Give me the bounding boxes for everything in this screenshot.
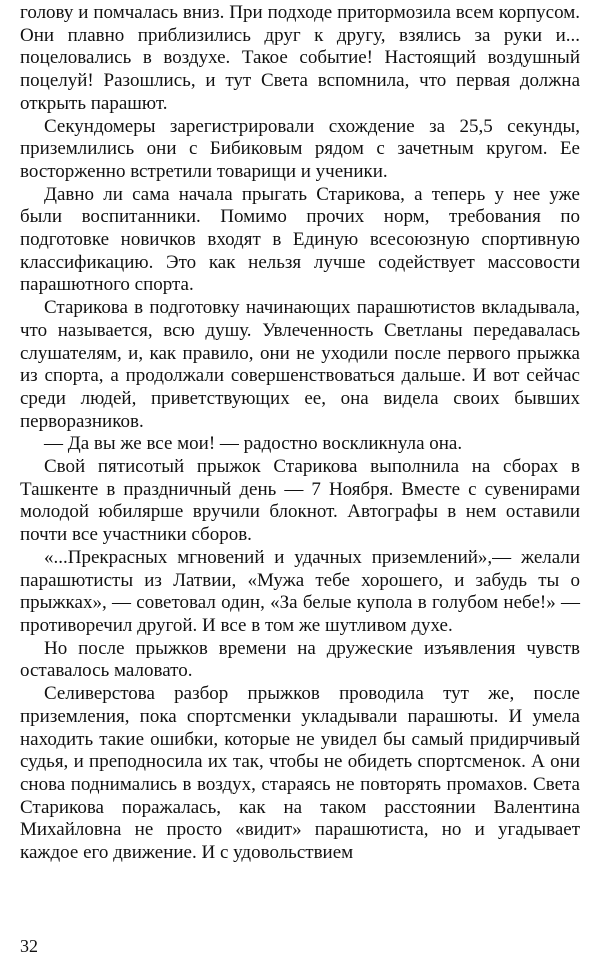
paragraph-5: — Да вы же все мои! — радостно воскликнула она.	[44, 433, 463, 455]
body-text	[20, 2, 580, 865]
paragraph-8: Но после прыжков времени на дружеские изъявления чувств оставалось маловато.	[20, 637, 580, 682]
paragraph-7: «...Прекрасных мгновений и удачных приземлений»,— желали парашютисты из Латвии, «Мужа тебе хорошего, и забудь ты о прыжках», — советовал один, «За белые купола в голубом небе!» — противоречил другой. И все в том же шутливом духе.	[20, 546, 580, 636]
paragraph-6: Свой пятисотый прыжок Старикова выполнила на сборах в Ташкенте в праздничный день — 7 Ноября. Вместе с сувенирами молодой юбилярше вручили блокнот. Автографы в нем оставили почти все участники сборов.	[20, 456, 580, 546]
paragraph-3: Давно ли сама начала прыгать Старикова, а теперь у нее уже были воспитанники. Помимо прочих норм, требования по подготовке новичков входят в Единую всесоюзную спортивную классификацию. Это как нельзя лучше содействует массовости парашютного спорта.	[20, 183, 580, 296]
paragraph-4: Старикова в подготовку начинающих парашютистов вкладывала, что называется, всю душу. Увлеченность Светланы передавалась слушателям, и, как правило, они не уходили после первого прыжка из спорта, а продолжали совершенствоваться дальше. И вот сейчас среди людей, приветствующих ее, она видела своих бывших перворазников.	[20, 297, 580, 432]
paragraph-1: голову и помчалась вниз. При подходе притормозила всем корпусом. Они плавно приблизились друг к другу, взялись за руки и... поцеловались в воздухе. Такое событие! Настоящий воздушный поцелуй! Разошлись, и тут Света вспомнила, что первая должна открыть парашют.	[20, 2, 580, 114]
paragraph-2: Секундомеры зарегистрировали схождение за 25,5 секунды, приземлились они с Бибиковым рядом с зачетным кругом. Ее восторженно встретили товарищи и ученики.	[20, 115, 580, 182]
paragraph-9: Селиверстова разбор прыжков проводила тут же, после приземления, пока спортсменки укладывали парашюты. И умела находить такие ошибки, которые не увидел бы самый придирчивый судья, и преподносила их так, чтобы не обидеть спортсменок. А они снова поднимались в воздух, стараясь не повторять промахов. Света Старикова поражалась, как на таком расстоянии Валентина Михайловна не просто «видит» парашютиста, но и угадывает каждое его движение. И с удовольствием	[20, 683, 580, 864]
page-number: 32	[20, 936, 38, 956]
